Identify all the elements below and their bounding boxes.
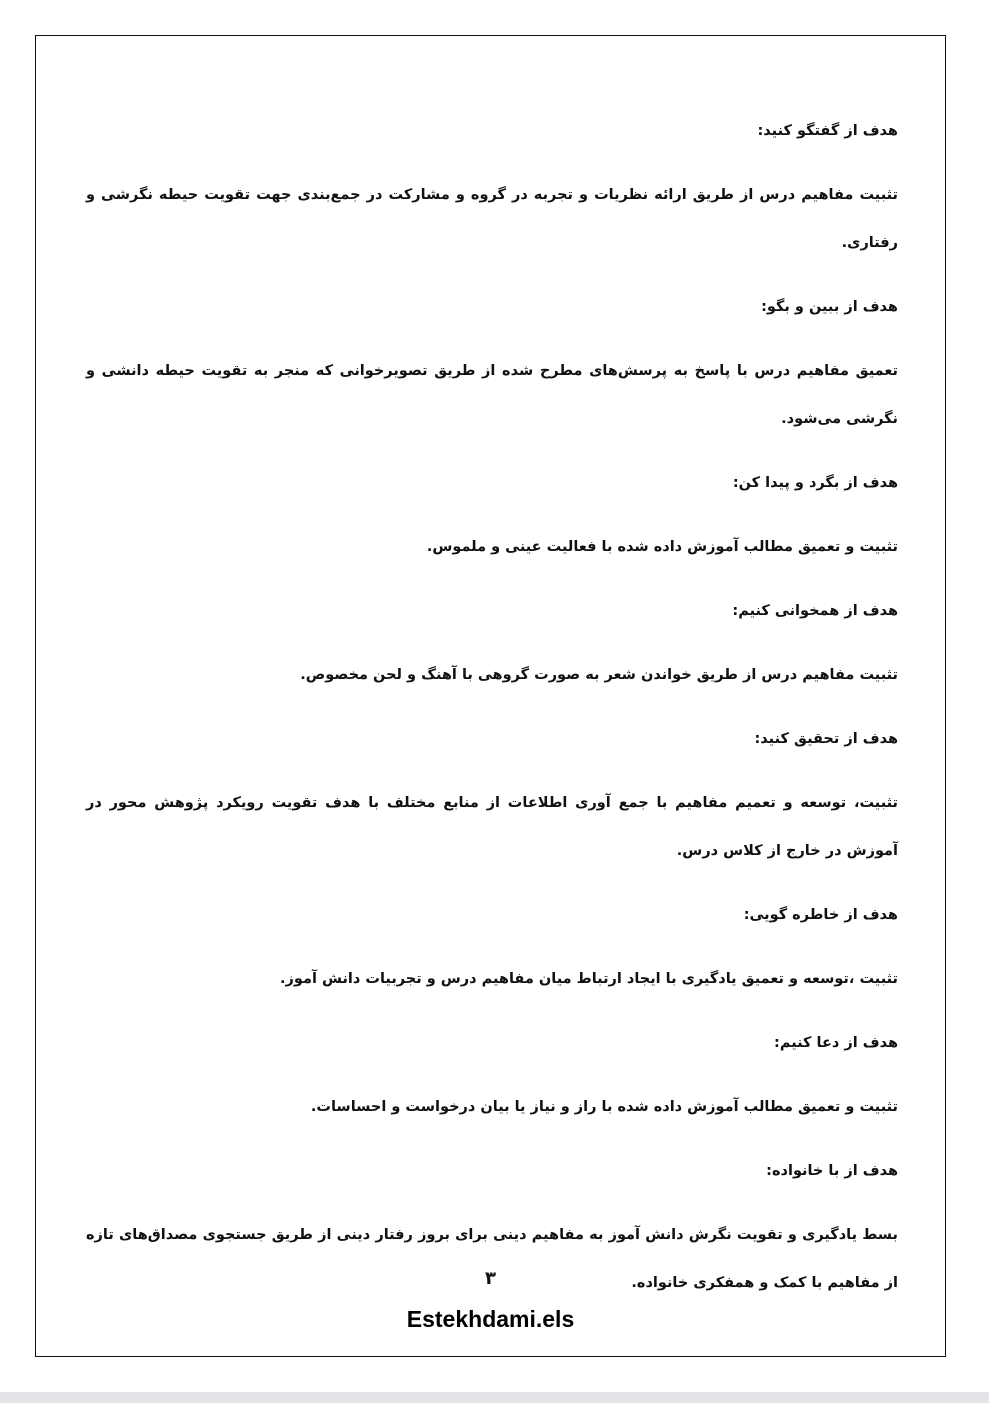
viewer-background (0, 1392, 989, 1403)
heading-tahghigh: هدف از تحقیق کنید: (754, 731, 898, 747)
page-content (86, 107, 898, 1323)
paragraph: تثبیت و تعمیق مطالب آموزش داده شده با راز و نیاز یا بیان درخواست و احساسات. (310, 1099, 898, 1115)
paragraph: تثبیت، توسعه و تعمیم مفاهیم با جمع آوری اطلاعات از منابع مختلف با هدف تقویت رویکرد پژوهش محور در آموزش در خارج از کلاس درس. (86, 795, 898, 859)
paragraph: تثبیت و تعمیق مطالب آموزش داده شده با فعالیت عینی و ملموس. (426, 539, 898, 555)
heading-hamkhani: هدف از همخوانی کنیم: (732, 603, 898, 619)
heading-goftogoo: هدف از گفتگو کنید: (757, 123, 898, 139)
heading-khatere: هدف از خاطره گویی: (743, 907, 898, 923)
heading-begard: هدف از بگرد و پیدا کن: (732, 475, 898, 491)
paragraph: تثبیت ،توسعه و تعمیق یادگیری با ایجاد ارتباط میان مفاهیم درس و تجربیات دانش آموز. (280, 971, 898, 987)
paragraph: تثبیت مفاهیم درس از طریق ارائه نظریات و تجربه در گروه و مشارکت در جمع‌بندی جهت تقویت حیطه نگرشی و رفتاری. (86, 187, 898, 251)
document-page (35, 35, 946, 1357)
paragraph: تعمیق مفاهیم درس با پاسخ به پرسش‌های مطرح شده از طریق تصویرخوانی که منجر به تقویت حیطه دانشی و نگرشی می‌شود. (86, 363, 898, 427)
page-number: ٣ (485, 1268, 496, 1289)
paragraph: بسط یادگیری و تقویت نگرش دانش آموز به مفاهیم دینی برای بروز رفتار دینی از طریق جستجوی مصداق‌های تازه از مفاهیم با کمک و همفکری خانواده. (86, 1227, 898, 1291)
heading-bebin-bego: هدف از ببین و بگو: (761, 299, 898, 315)
footer-watermark: Estekhdami.els (406, 1306, 575, 1332)
heading-doa: هدف از دعا کنیم: (774, 1035, 898, 1051)
paragraph: تثبیت مفاهیم درس از طریق خواندن شعر به صورت گروهی با آهنگ و لحن مخصوص. (300, 667, 898, 683)
heading-khanevade: هدف از با خانواده: (766, 1163, 898, 1179)
